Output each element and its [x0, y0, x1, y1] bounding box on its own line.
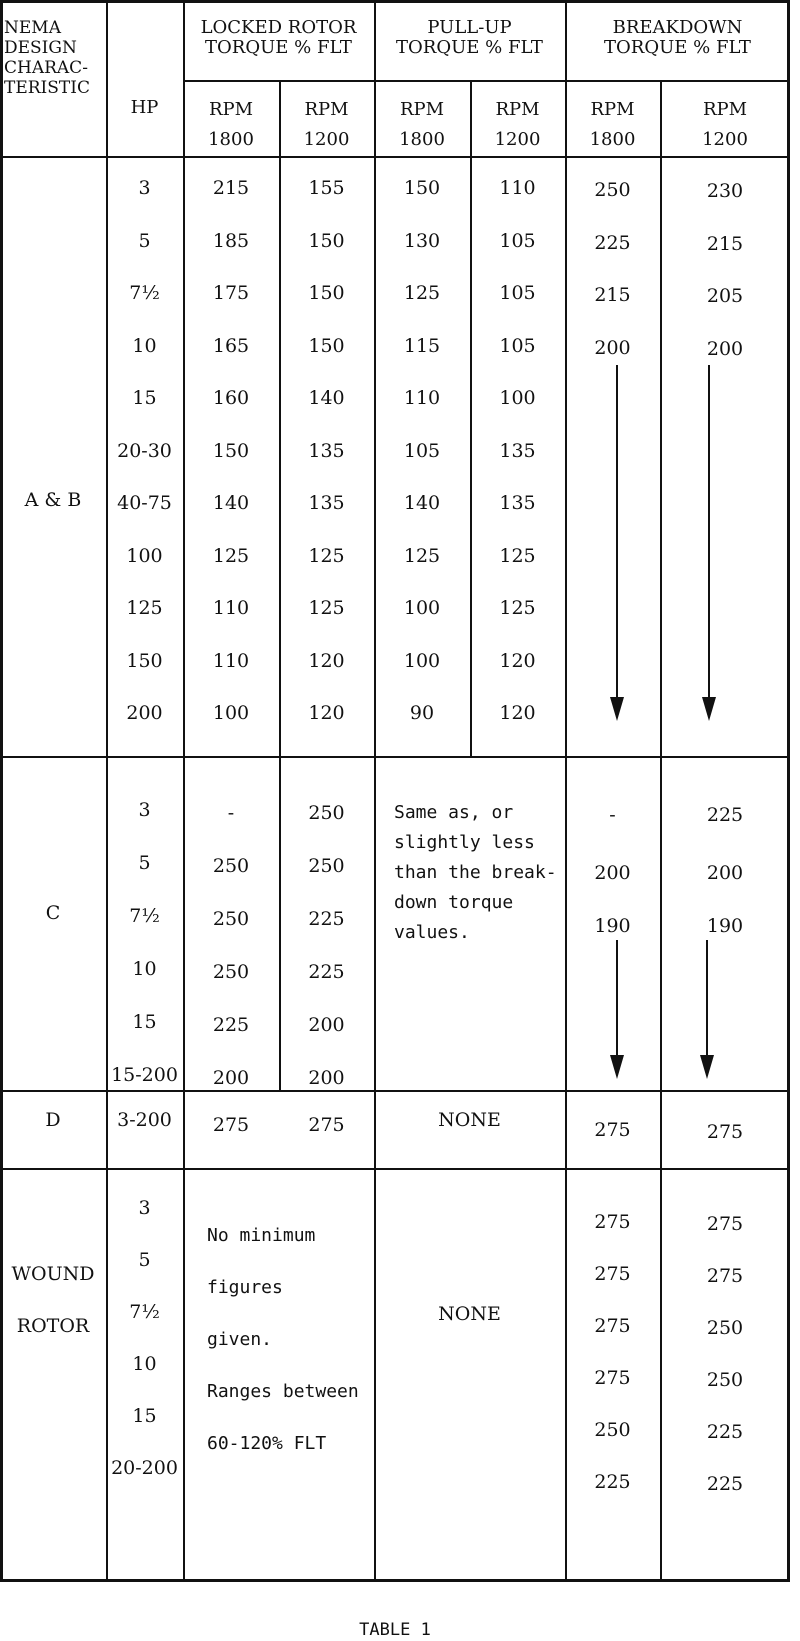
locked-rotor-1800-cell: 250	[212, 961, 250, 983]
pull-up-1200-cell: 135	[499, 440, 536, 462]
locked-rotor-1800-cell: 175	[212, 282, 250, 304]
pull-up-none: NONE	[438, 1303, 501, 1325]
pull-up-1200-cell: 105	[499, 335, 536, 357]
pull-up-none: NONE	[438, 1109, 501, 1131]
hp-cell: 40-75	[117, 492, 172, 514]
hp-cell: 7½	[129, 282, 160, 304]
pull-up-1800-cell: 110	[403, 387, 441, 409]
breakdown-1200-cell: 205	[706, 285, 744, 307]
breakdown-1800-cell: 225	[594, 1471, 631, 1493]
locked-rotor-1200-cell: 150	[308, 282, 345, 304]
breakdown-1200-cell: 190	[706, 915, 744, 937]
header-rpm-1800: RPM 1800	[589, 99, 636, 150]
locked-rotor-1800-cell: 110	[212, 597, 250, 619]
pull-up-1200-cell: 120	[499, 650, 536, 672]
locked-rotor-1200-cell: 120	[308, 650, 345, 672]
breakdown-1800-cell: 190	[594, 915, 631, 937]
locked-rotor-1200-cell: 125	[308, 545, 345, 567]
pull-up-1200-cell: 110	[499, 177, 536, 199]
hp-cell: 3-200	[117, 1109, 172, 1131]
locked-rotor-1200-cell: 200	[308, 1067, 345, 1089]
breakdown-1200-cell: 275	[706, 1121, 744, 1143]
hp-cell: 7½	[129, 905, 160, 927]
hp-cell: 5	[138, 1249, 151, 1271]
breakdown-1200-cell: 230	[706, 180, 744, 202]
locked-rotor-1200-cell: 250	[308, 802, 345, 824]
breakdown-1200-cell: 225	[706, 804, 744, 826]
hp-cell: 3	[138, 799, 151, 821]
row-divider	[183, 80, 790, 82]
locked-rotor-1800-cell: 185	[212, 230, 250, 252]
hp-cell: 150	[126, 650, 163, 672]
breakdown-1200-cell: 200	[706, 862, 744, 884]
locked-rotor-1200-cell: 225	[308, 908, 345, 930]
hp-cell: 15	[132, 1405, 157, 1427]
row-divider	[0, 1090, 790, 1092]
hp-cell: 15-200	[111, 1064, 178, 1086]
header-rpm-1200: RPM 1200	[303, 99, 350, 150]
locked-rotor-1800-cell: 165	[212, 335, 250, 357]
breakdown-1200-cell: 200	[706, 338, 744, 360]
locked-rotor-1800-cell: 275	[212, 1114, 250, 1136]
locked-rotor-1200-cell: 140	[308, 387, 345, 409]
continues-down-arrow	[706, 940, 708, 1075]
breakdown-1200-cell: 225	[706, 1421, 744, 1443]
locked-rotor-1800-cell: 125	[212, 545, 250, 567]
hp-cell: 10	[132, 958, 157, 980]
breakdown-1800-cell: 275	[594, 1211, 631, 1233]
breakdown-1200-cell: 225	[706, 1473, 744, 1495]
locked-rotor-1200-cell: 155	[308, 177, 345, 199]
locked-rotor-note: No minimum figures given. Ranges between 60-120% FLT	[207, 1225, 359, 1454]
row-divider	[0, 156, 790, 158]
hp-cell: 10	[132, 1353, 157, 1375]
pull-up-1800-cell: 140	[403, 492, 441, 514]
hp-cell: 100	[126, 545, 163, 567]
hp-cell: 20-200	[111, 1457, 178, 1479]
locked-rotor-1200-cell: 120	[308, 702, 345, 724]
breakdown-1800-cell: 200	[594, 862, 631, 884]
locked-rotor-1800-cell: -	[227, 802, 235, 824]
pull-up-1200-cell: 100	[499, 387, 536, 409]
pull-up-1200-cell: 125	[499, 545, 536, 567]
pull-up-1200-cell: 105	[499, 282, 536, 304]
locked-rotor-1800-cell: 200	[212, 1067, 250, 1089]
pull-up-1800-cell: 100	[403, 650, 441, 672]
breakdown-1800-cell: 275	[594, 1315, 631, 1337]
locked-rotor-1800-cell: 250	[212, 855, 250, 877]
design-label-ab: A & B	[24, 489, 82, 511]
hp-cell: 15	[132, 387, 157, 409]
pull-up-note: Same as, or slightly less than the break-down torque values.	[394, 802, 557, 943]
hp-cell: 10	[132, 335, 157, 357]
header-hp: HP	[130, 97, 159, 118]
pull-up-1800-cell: 100	[403, 597, 441, 619]
locked-rotor-1200-cell: 150	[308, 335, 345, 357]
design-label-wound-rotor: WOUND ROTOR	[11, 1263, 95, 1337]
pull-up-1800-cell: 115	[403, 335, 441, 357]
hp-cell: 15	[132, 1011, 157, 1033]
breakdown-1800-cell: 250	[594, 179, 631, 201]
locked-rotor-1800-cell: 225	[212, 1014, 250, 1036]
locked-rotor-1200-cell: 150	[308, 230, 345, 252]
pull-up-1200-cell: 125	[499, 597, 536, 619]
locked-rotor-1200-cell: 125	[308, 597, 345, 619]
locked-rotor-1800-cell: 100	[212, 702, 250, 724]
locked-rotor-1200-cell: 135	[308, 440, 345, 462]
pull-up-1800-cell: 125	[403, 545, 441, 567]
hp-cell: 5	[138, 230, 151, 252]
header-breakdown: BREAKDOWN TORQUE % FLT	[604, 17, 751, 58]
locked-rotor-1200-cell: 275	[308, 1114, 345, 1136]
table-caption: TABLE 1	[359, 1620, 431, 1640]
breakdown-1200-cell: 250	[706, 1369, 744, 1391]
pull-up-1200-cell: 135	[499, 492, 536, 514]
breakdown-1200-cell: 275	[706, 1265, 744, 1287]
breakdown-1200-cell: 275	[706, 1213, 744, 1235]
locked-rotor-1200-cell: 225	[308, 961, 345, 983]
header-nema: NEMA DESIGN CHARAC- TERISTIC	[4, 18, 90, 98]
locked-rotor-1200-cell: 250	[308, 855, 345, 877]
design-label-d: D	[45, 1109, 61, 1131]
header-locked-rotor: LOCKED ROTOR TORQUE % FLT	[200, 17, 357, 58]
hp-cell: 3	[138, 177, 151, 199]
locked-rotor-1800-cell: 160	[212, 387, 250, 409]
hp-cell: 125	[126, 597, 163, 619]
locked-rotor-1800-cell: 215	[212, 177, 250, 199]
breakdown-1800-cell: 275	[594, 1263, 631, 1285]
breakdown-1800-cell: 250	[594, 1419, 631, 1441]
pull-up-1800-cell: 130	[403, 230, 441, 252]
pull-up-1800-cell: 125	[403, 282, 441, 304]
breakdown-1800-cell: 275	[594, 1367, 631, 1389]
breakdown-1800-cell: 215	[594, 284, 631, 306]
continues-down-arrow	[616, 365, 618, 717]
breakdown-1800-cell: -	[609, 804, 616, 826]
row-divider	[0, 1168, 790, 1170]
locked-rotor-1800-cell: 110	[212, 650, 250, 672]
breakdown-1800-cell: 200	[594, 337, 631, 359]
hp-cell: 200	[126, 702, 163, 724]
pull-up-1200-cell: 105	[499, 230, 536, 252]
continues-down-arrow	[708, 365, 710, 717]
continues-down-arrow	[616, 940, 618, 1075]
locked-rotor-1800-cell: 250	[212, 908, 250, 930]
hp-cell: 5	[138, 852, 151, 874]
breakdown-1200-cell: 250	[706, 1317, 744, 1339]
design-label-c: C	[45, 902, 61, 924]
header-rpm-1200: RPM 1200	[702, 99, 748, 150]
breakdown-1800-cell: 275	[594, 1119, 631, 1141]
header-rpm-1200: RPM 1200	[494, 99, 541, 150]
breakdown-1200-cell: 215	[706, 233, 744, 255]
pull-up-1800-cell: 90	[409, 702, 435, 724]
locked-rotor-1800-cell: 140	[212, 492, 250, 514]
pull-up-1200-cell: 120	[499, 702, 536, 724]
locked-rotor-1200-cell: 200	[308, 1014, 345, 1036]
header-pull-up: PULL-UP TORQUE % FLT	[396, 17, 543, 58]
locked-rotor-1800-cell: 150	[212, 440, 250, 462]
hp-cell: 20-30	[117, 440, 172, 462]
pull-up-1800-cell: 150	[403, 177, 441, 199]
header-rpm-1800: RPM 1800	[208, 99, 254, 150]
breakdown-1800-cell: 225	[594, 232, 631, 254]
pull-up-1800-cell: 105	[403, 440, 441, 462]
hp-cell: 7½	[129, 1301, 160, 1323]
header-rpm-1800: RPM 1800	[399, 99, 445, 150]
locked-rotor-1200-cell: 135	[308, 492, 345, 514]
hp-cell: 3	[138, 1197, 151, 1219]
row-divider	[0, 756, 790, 758]
